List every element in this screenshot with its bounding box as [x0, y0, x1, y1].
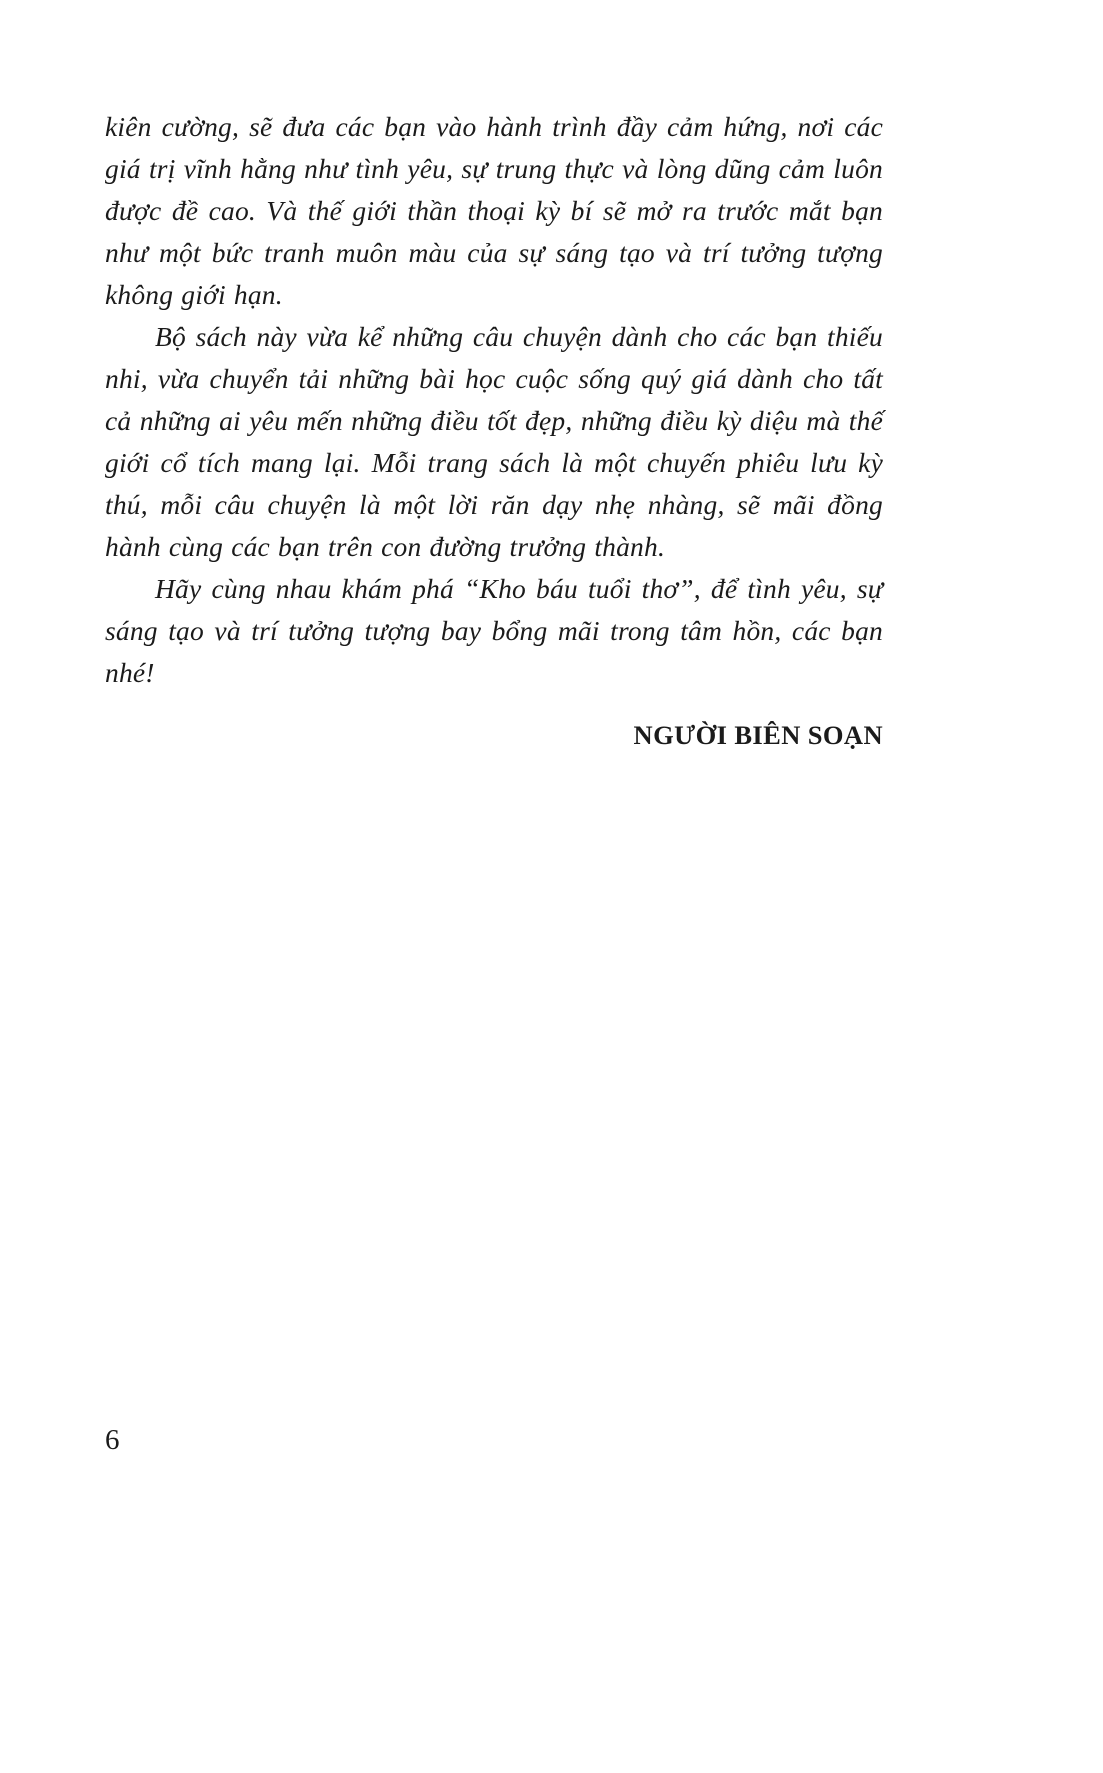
text-block [105, 106, 883, 751]
page-number: 6 [105, 1424, 120, 1456]
paragraph-continuation: kiên cường, sẽ đưa các bạn vào hành trình đầy cảm hứng, nơi các giá trị vĩnh hằng như tình yêu, sự trung thực và lòng dũng cảm luôn được đề cao. Và thế giới thần thoại kỳ bí sẽ mở ra trước mắt bạn như một bức tranh muôn màu của sự sáng tạo và trí tưởng tượng không giới hạn. [105, 111, 883, 310]
paragraph: Hãy cùng nhau khám phá “Kho báu tuổi thơ”, để tình yêu, sự sáng tạo và trí tưởng tượng bay bổng mãi trong tâm hồn, các bạn nhé! [105, 573, 883, 688]
paragraph: Bộ sách này vừa kể những câu chuyện dành cho các bạn thiếu nhi, vừa chuyển tải những bài học cuộc sống quý giá dành cho tất cả những ai yêu mến những điều tốt đẹp, những điều kỳ diệu mà thế giới cổ tích mang lại. Mỗi trang sách là một chuyến phiêu lưu kỳ thú, mỗi câu chuyện là một lời răn dạy nhẹ nhàng, sẽ mãi đồng hành cùng các bạn trên con đường trưởng thành. [105, 321, 883, 562]
editor-signature: NGƯỜI BIÊN SOẠN [633, 720, 883, 750]
